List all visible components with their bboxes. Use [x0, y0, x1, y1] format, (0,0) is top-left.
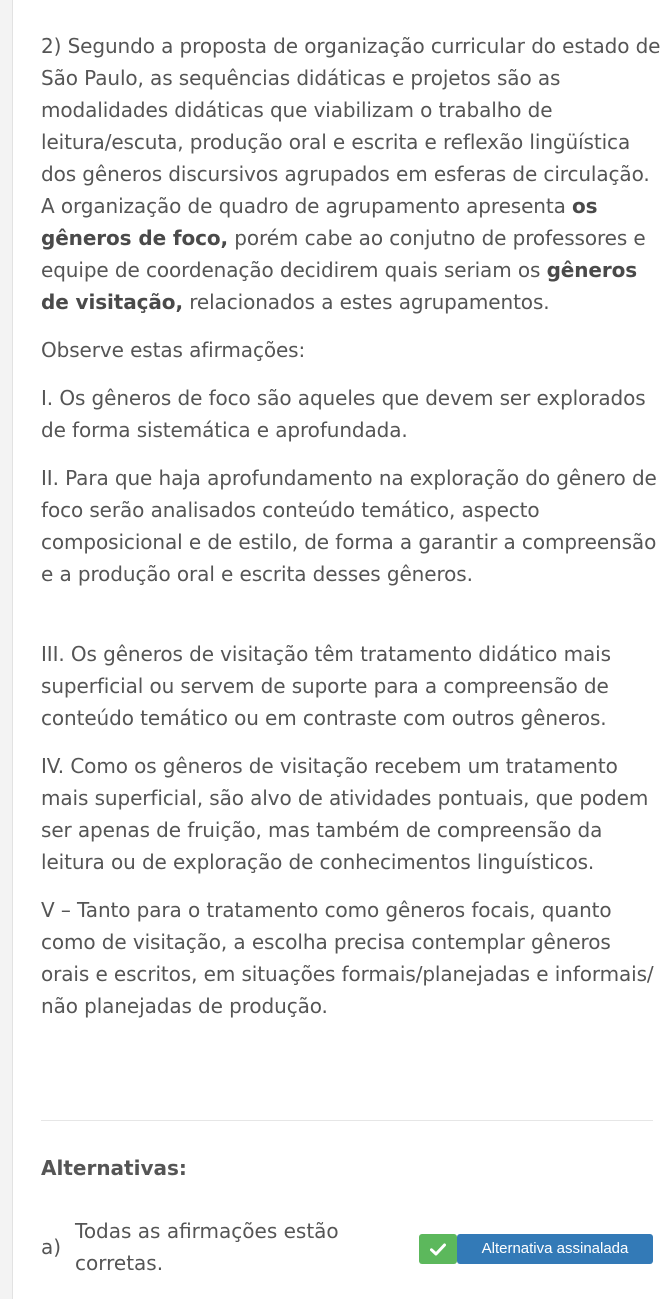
question-intro: 2) Segundo a proposta de organização curricular do estado de São Paulo, as sequências didáticas e projetos são as modalidades didáticas que viabilizam o trabalho de leitura/escuta, produção oral e escrita e reflexão lingüística dos gêneros discursivos agrupados em esferas de circulação. A organização de quadro de agrupamento apresenta os gêneros de foco, porém cabe ao conjutno de professores e equipe de coordenação decidirem quais seriam os gêneros de visitação, relacionados a estes agrupamentos. — [41, 34, 661, 314]
bold-genres-visitation: gêneros de visitação, — [41, 258, 638, 314]
question-content — [41, 30, 661, 1038]
section-divider — [41, 1120, 653, 1121]
statement-iv: IV. Como os gêneros de visitação recebem um tratamento mais superficial, são alvo de atividades pontuais, que podem ser apenas de fruição, mas também de compreensão da leitura ou de exploração de conhecimentos linguísticos. — [41, 754, 649, 874]
check-icon — [419, 1234, 457, 1264]
statement-iii: III. Os gêneros de visitação têm tratamento didático mais superficial ou servem de suporte para a compreensão de conteúdo temático ou em contraste com outros gêneros. — [41, 642, 611, 730]
alternative-text: Todas as afirmações estão corretas. — [75, 1219, 339, 1275]
statement-v: V – Tanto para o tratamento como gêneros focais, quanto como de visitação, a escolha precisa contemplar gêneros orais e escritos, em situações formais/planejadas e informais/ não planejadas de produção. — [41, 898, 654, 1018]
statement-ii: II. Para que haja aprofundamento na exploração do gênero de foco serão analisados conteúdo temático, aspecto composicional e de estilo, de forma a garantir a compreensão e a produção oral e escrita desses gêneros. — [41, 466, 657, 586]
alternatives-title: Alternativas: — [41, 1156, 187, 1180]
status-badge: Alternativa assinalada — [457, 1234, 653, 1264]
alternative-a[interactable] — [41, 1215, 653, 1279]
question-card — [12, 0, 666, 1299]
observe-label: Observe estas afirmações: — [41, 338, 306, 362]
statement-i: I. Os gêneros de foco são aqueles que devem ser explorados de forma sistemática e aprofundada. — [41, 386, 646, 442]
alternative-letter: a) — [41, 1235, 62, 1259]
bold-genres-focus: os gêneros de foco, — [41, 194, 598, 250]
